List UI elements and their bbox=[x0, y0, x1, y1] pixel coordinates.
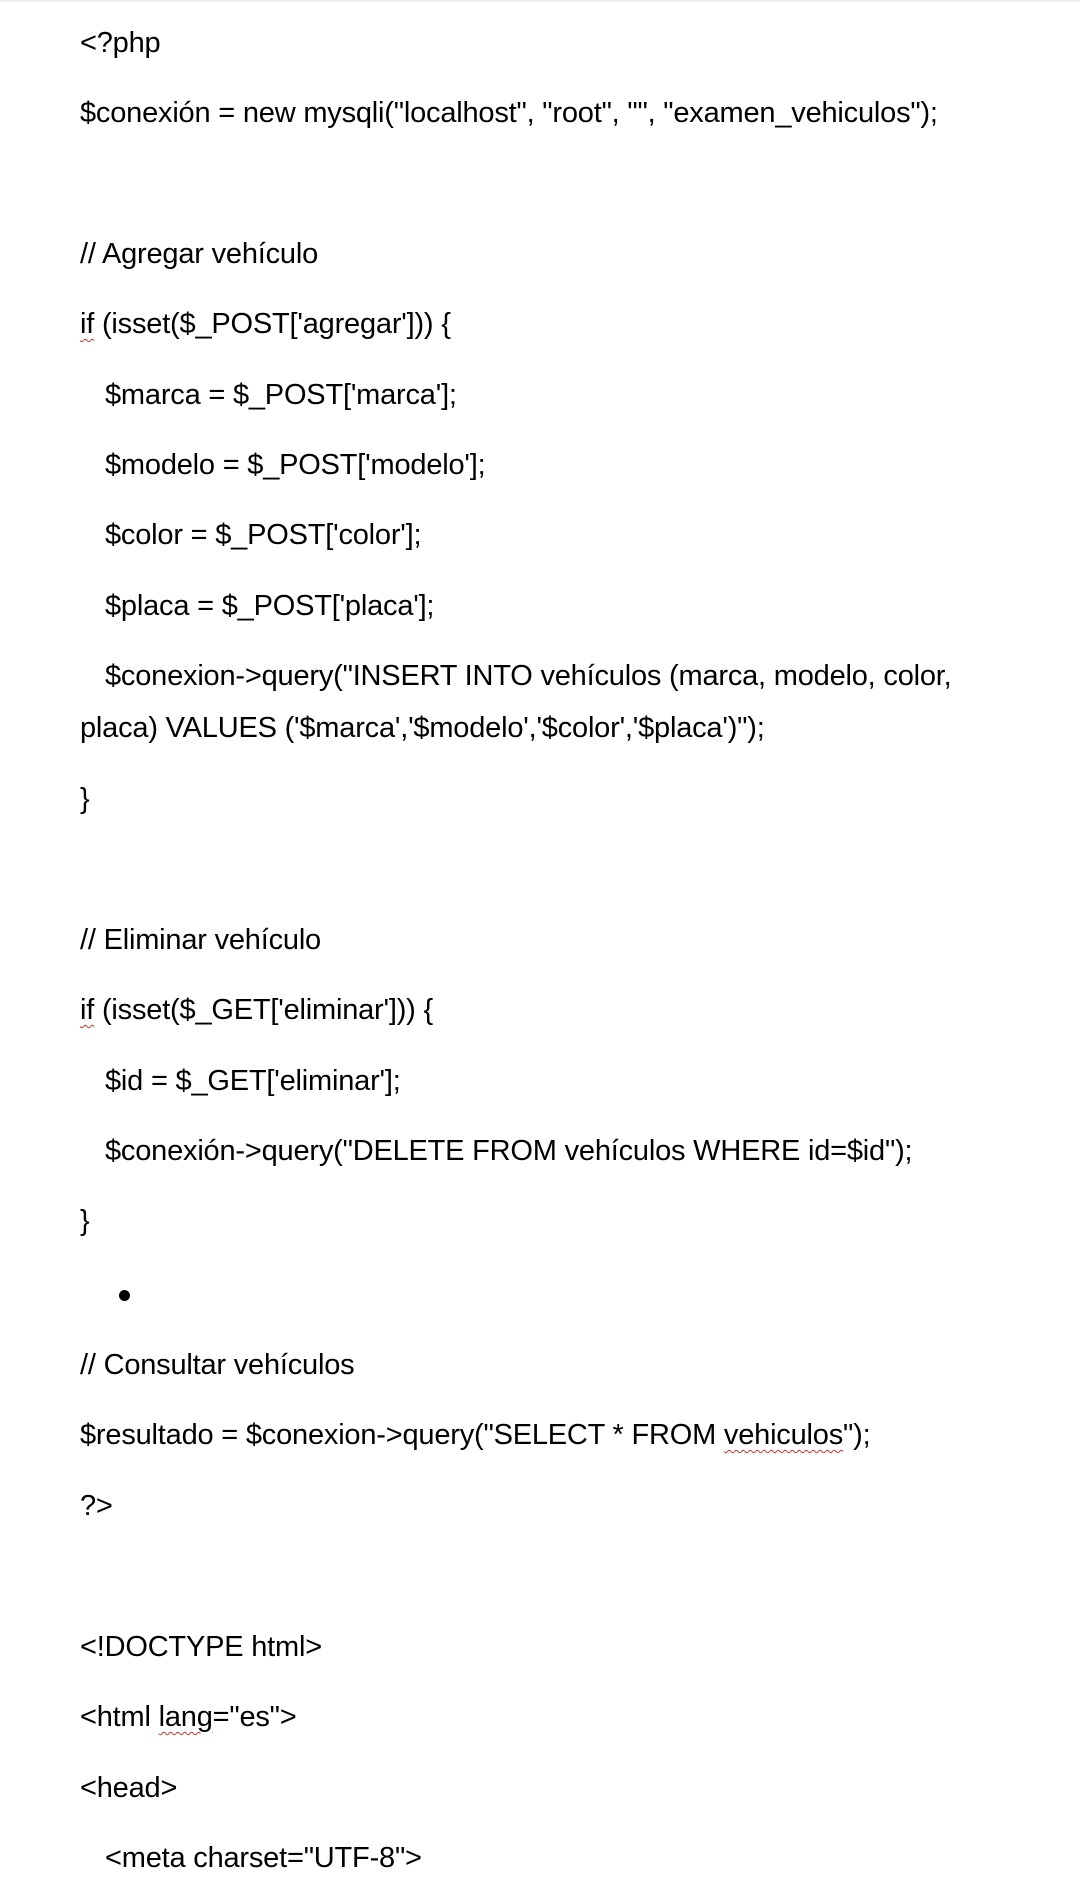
spellcheck-vehiculos: vehiculos bbox=[723, 1419, 844, 1451]
code-line-delete-query: $conexión->query("DELETE FROM vehículos WHERE id=$id"); bbox=[105, 1135, 913, 1167]
code-line-close-add: } bbox=[80, 783, 90, 815]
code-line-doctype: <!DOCTYPE html> bbox=[80, 1631, 322, 1663]
code-line-comment-query: // Consultar vehículos bbox=[80, 1349, 355, 1381]
code-line-placa: $placa = $_POST['placa']; bbox=[105, 590, 435, 622]
if-add-condition: (isset($_POST['agregar'])) { bbox=[94, 308, 451, 340]
select-prefix: $resultado = $conexion->query("SELECT * FROM bbox=[80, 1419, 724, 1451]
page-top-rule bbox=[0, 0, 1080, 2]
code-line-modelo: $modelo = $_POST['modelo']; bbox=[105, 449, 486, 481]
code-line-color: $color = $_POST['color']; bbox=[105, 519, 422, 551]
code-line-select bbox=[80, 1417, 870, 1453]
code-line-insert-1: $conexion->query("INSERT INTO vehículos (marca, modelo, color, bbox=[105, 660, 952, 692]
code-line-if-add bbox=[80, 306, 451, 342]
html-lang-value: ="es"> bbox=[212, 1701, 297, 1733]
code-line-close-delete: } bbox=[80, 1205, 90, 1237]
spellcheck-if-keyword: if bbox=[80, 994, 95, 1026]
code-line-insert-2: placa) VALUES ('$marca','$modelo','$color','$placa')"); bbox=[80, 712, 765, 744]
code-line-if-delete bbox=[80, 992, 433, 1028]
code-line-php-open: <?php bbox=[80, 27, 161, 59]
code-line-meta: <meta charset="UTF-8"> bbox=[105, 1842, 422, 1874]
spellcheck-if-keyword: if bbox=[80, 308, 95, 340]
code-line-head: <head> bbox=[80, 1772, 178, 1804]
code-line-connection: $conexión = new mysqli("localhost", "root", "", "examen_vehiculos"); bbox=[80, 97, 938, 129]
code-line-php-close: ?> bbox=[80, 1490, 113, 1522]
code-line-id: $id = $_GET['eliminar']; bbox=[105, 1065, 401, 1097]
code-line-html bbox=[80, 1699, 297, 1735]
list-bullet bbox=[119, 1290, 130, 1301]
code-line-marca: $marca = $_POST['marca']; bbox=[105, 379, 457, 411]
code-line-comment-add: // Agregar vehículo bbox=[80, 238, 319, 270]
select-suffix: "); bbox=[843, 1419, 871, 1451]
if-delete-condition: (isset($_GET['eliminar'])) { bbox=[94, 994, 433, 1026]
html-open: <html bbox=[80, 1701, 159, 1733]
code-line-comment-delete: // Eliminar vehículo bbox=[80, 924, 321, 956]
spellcheck-lang: lang bbox=[158, 1701, 213, 1733]
